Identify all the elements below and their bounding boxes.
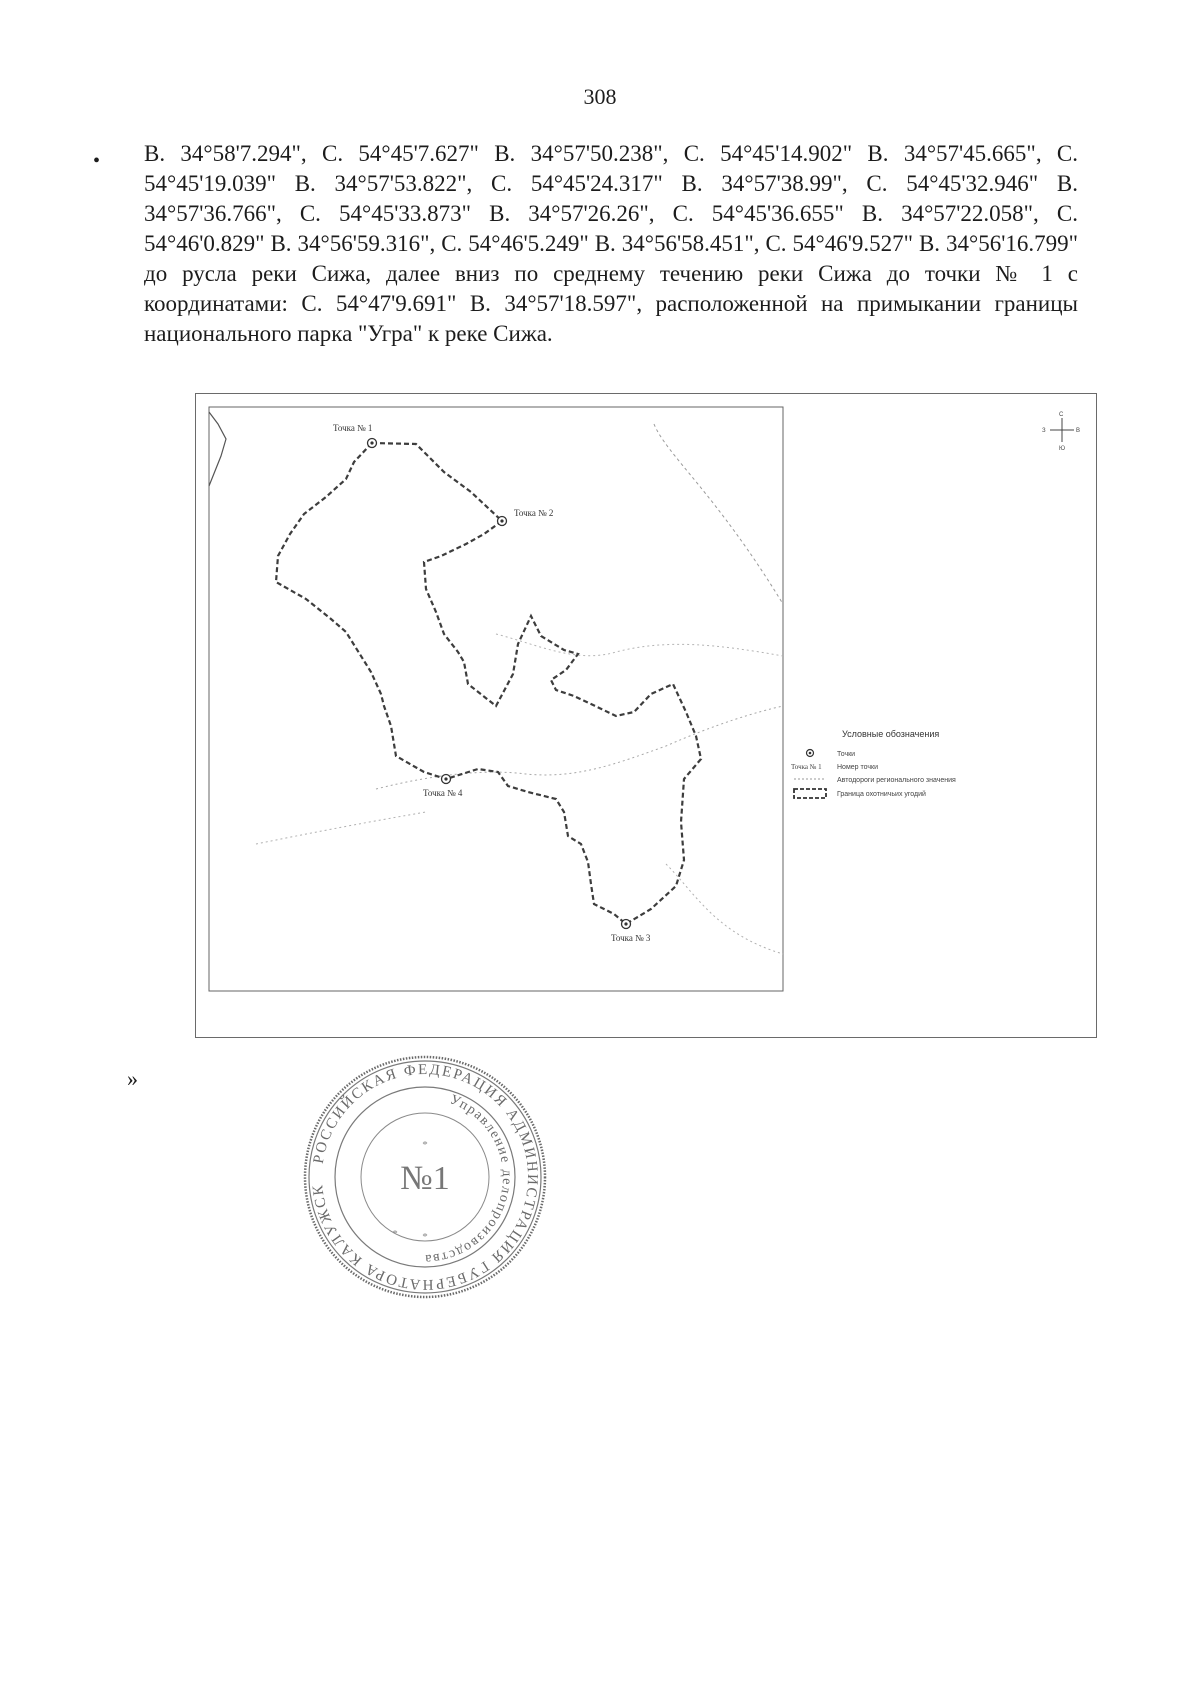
map-frame (195, 393, 1097, 1038)
point-3-marker (622, 920, 631, 929)
svg-text:*: * (422, 1139, 428, 1151)
map-inner-frame (209, 407, 783, 991)
legend-item-point-number: Номер точки (837, 764, 878, 771)
seal-inner-text: Управление делопроизводства (423, 1092, 515, 1267)
seal-outer-text: РОССИЙСКАЯ ФЕДЕРАЦИЯ АДМИНИСТРАЦИЯ ГУБЕРНАТОРА КАЛУЖСК (310, 1061, 541, 1293)
point-1-marker (368, 439, 377, 448)
point-3-label: Точка № 3 (611, 933, 651, 943)
svg-text:*: * (392, 1228, 398, 1240)
svg-text:С: С (1059, 412, 1064, 418)
svg-text:З: З (1042, 428, 1046, 434)
compass-rose-icon (1042, 412, 1080, 452)
point-2-label: Точка № 2 (514, 508, 554, 518)
body-paragraph: В. 34°58'7.294", С. 54°45'7.627" В. 34°57'50.238", С. 54°45'14.902" В. 34°57'45.665", С. 54°45'19.039" В. 34°57'53.822", С. 54°45'24.317" В. 34°57'38.99", С. 54°45'32.946" В. 34°57'36.766", С. 54°45'33.873" В. 34°57'26.26", С. 54°45'36.655" В. 34°57'22.058", С. 54°46'0.829" В. 34°56'59.316", С. 54°46'5.249" В. 34°56'58.451", С. 54°46'9.527" В. 34°56'16.799" до русла реки Сижа, далее вниз по среднему течению реки Сижа до точки № 1 с координатами: С. 54°47'9.691" В. 34°57'18.597", расположенной на примыкании границы национального парка "Угра" к реке Сижа. (144, 141, 1078, 346)
map-svg (196, 394, 1098, 1039)
svg-text:*: * (422, 1231, 428, 1243)
point-1-label: Точка № 1 (333, 423, 373, 433)
svg-text:Ю: Ю (1059, 446, 1066, 452)
legend-title: Условные обозначения (842, 729, 940, 739)
road-line-3 (256, 812, 426, 844)
road-line-1 (654, 424, 783, 604)
legend-boundary-symbol (794, 789, 826, 798)
legend-item-points: Точки (837, 751, 856, 758)
legend-item-boundary: Граница охотничьих угодий (837, 791, 926, 798)
road-line-5 (496, 634, 783, 656)
seal-center-number: №1 (400, 1160, 450, 1197)
river-line (209, 412, 226, 486)
hunting-ground-boundary (276, 443, 701, 924)
seal-svg (300, 1052, 550, 1302)
point-4-label: Точка № 4 (423, 788, 463, 798)
svg-text:В: В (1076, 428, 1081, 434)
road-line-4 (666, 864, 783, 954)
legend-point-symbol-icon (807, 750, 814, 757)
point-2-marker (498, 517, 507, 526)
point-4-marker (442, 775, 451, 784)
official-seal (300, 1052, 550, 1302)
legend-symbol-point-number: Точка № 1 (791, 763, 822, 771)
page-number: 308 (583, 84, 617, 109)
legend-item-road: Автодороги регионального значения (837, 777, 956, 784)
map-legend (791, 729, 956, 798)
closing-quote: » (127, 1066, 138, 1091)
bullet-dot: • (93, 150, 101, 172)
